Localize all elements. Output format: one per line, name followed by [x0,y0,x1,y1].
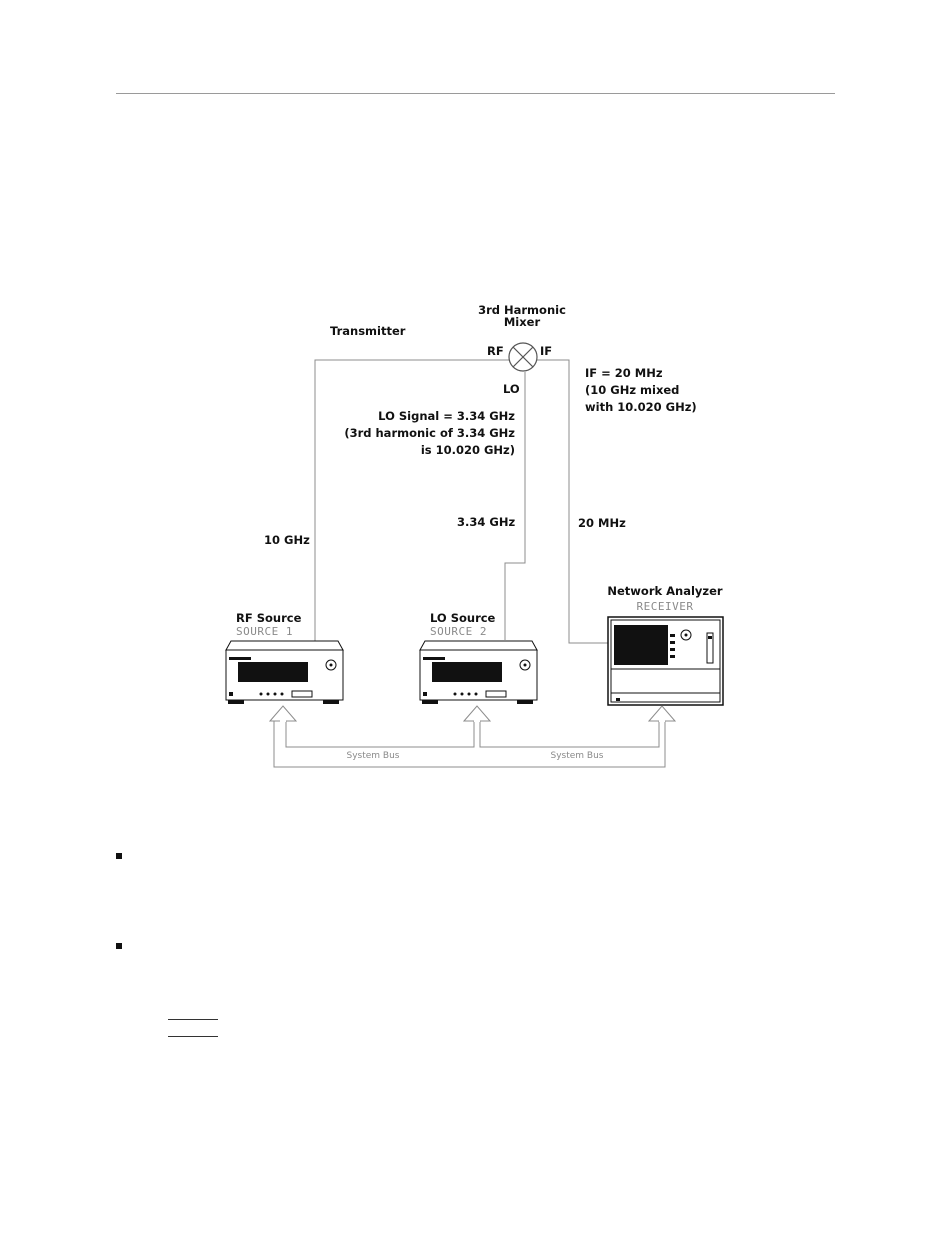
bullet-marker [116,853,122,859]
network-analyzer-icon [608,617,723,705]
analyzer-subtitle: RECEIVER [636,600,694,613]
system-bus-label-2: System Bus [550,751,604,761]
if-note-line1: IF = 20 MHz [585,366,663,380]
system-bus [270,706,675,767]
lo-note-line1: LO Signal = 3.34 GHz [378,409,515,423]
lo-note-line2: (3rd harmonic of 3.34 GHz [344,426,515,440]
mixer-title-line1: 3rd Harmonic [478,303,566,317]
rf-signal-line [315,360,509,641]
mixer-title-line2: Mixer [503,315,541,329]
lo-source-subtitle: SOURCE 2 [430,625,487,638]
lo-source-title: LO Source [430,611,496,625]
port-lo-label: LO [503,382,520,396]
rf-source-instrument-icon [226,641,343,704]
system-bus-outline [274,721,665,767]
rf-frequency-label: 10 GHz [264,533,310,547]
bullet-marker [116,943,122,949]
bus-arrow-analyzer-icon [649,706,675,721]
bus-arrow-rf-icon [270,706,296,721]
underline-rule [168,1019,218,1020]
lo-frequency-label: 3.34 GHz [457,515,516,529]
port-if-label: IF [540,344,553,358]
if-note-line3: with 10.020 GHz) [585,400,697,414]
if-note-line2: (10 GHz mixed [585,383,680,397]
bus-arrow-lo-icon [464,706,490,721]
lo-note-line3: is 10.020 GHz) [420,443,515,457]
port-rf-label: RF [487,344,504,358]
signal-lines [315,360,608,643]
underline-rule [168,1036,218,1037]
rf-source-title: RF Source [236,611,302,625]
lo-source-instrument-icon [420,641,537,704]
mixer-icon [509,343,537,371]
system-bus-label-1: System Bus [346,751,400,761]
transmitter-label: Transmitter [330,324,406,338]
analyzer-title: Network Analyzer [607,584,723,598]
if-frequency-label: 20 MHz [578,516,626,530]
rf-source-subtitle: SOURCE 1 [236,625,293,638]
